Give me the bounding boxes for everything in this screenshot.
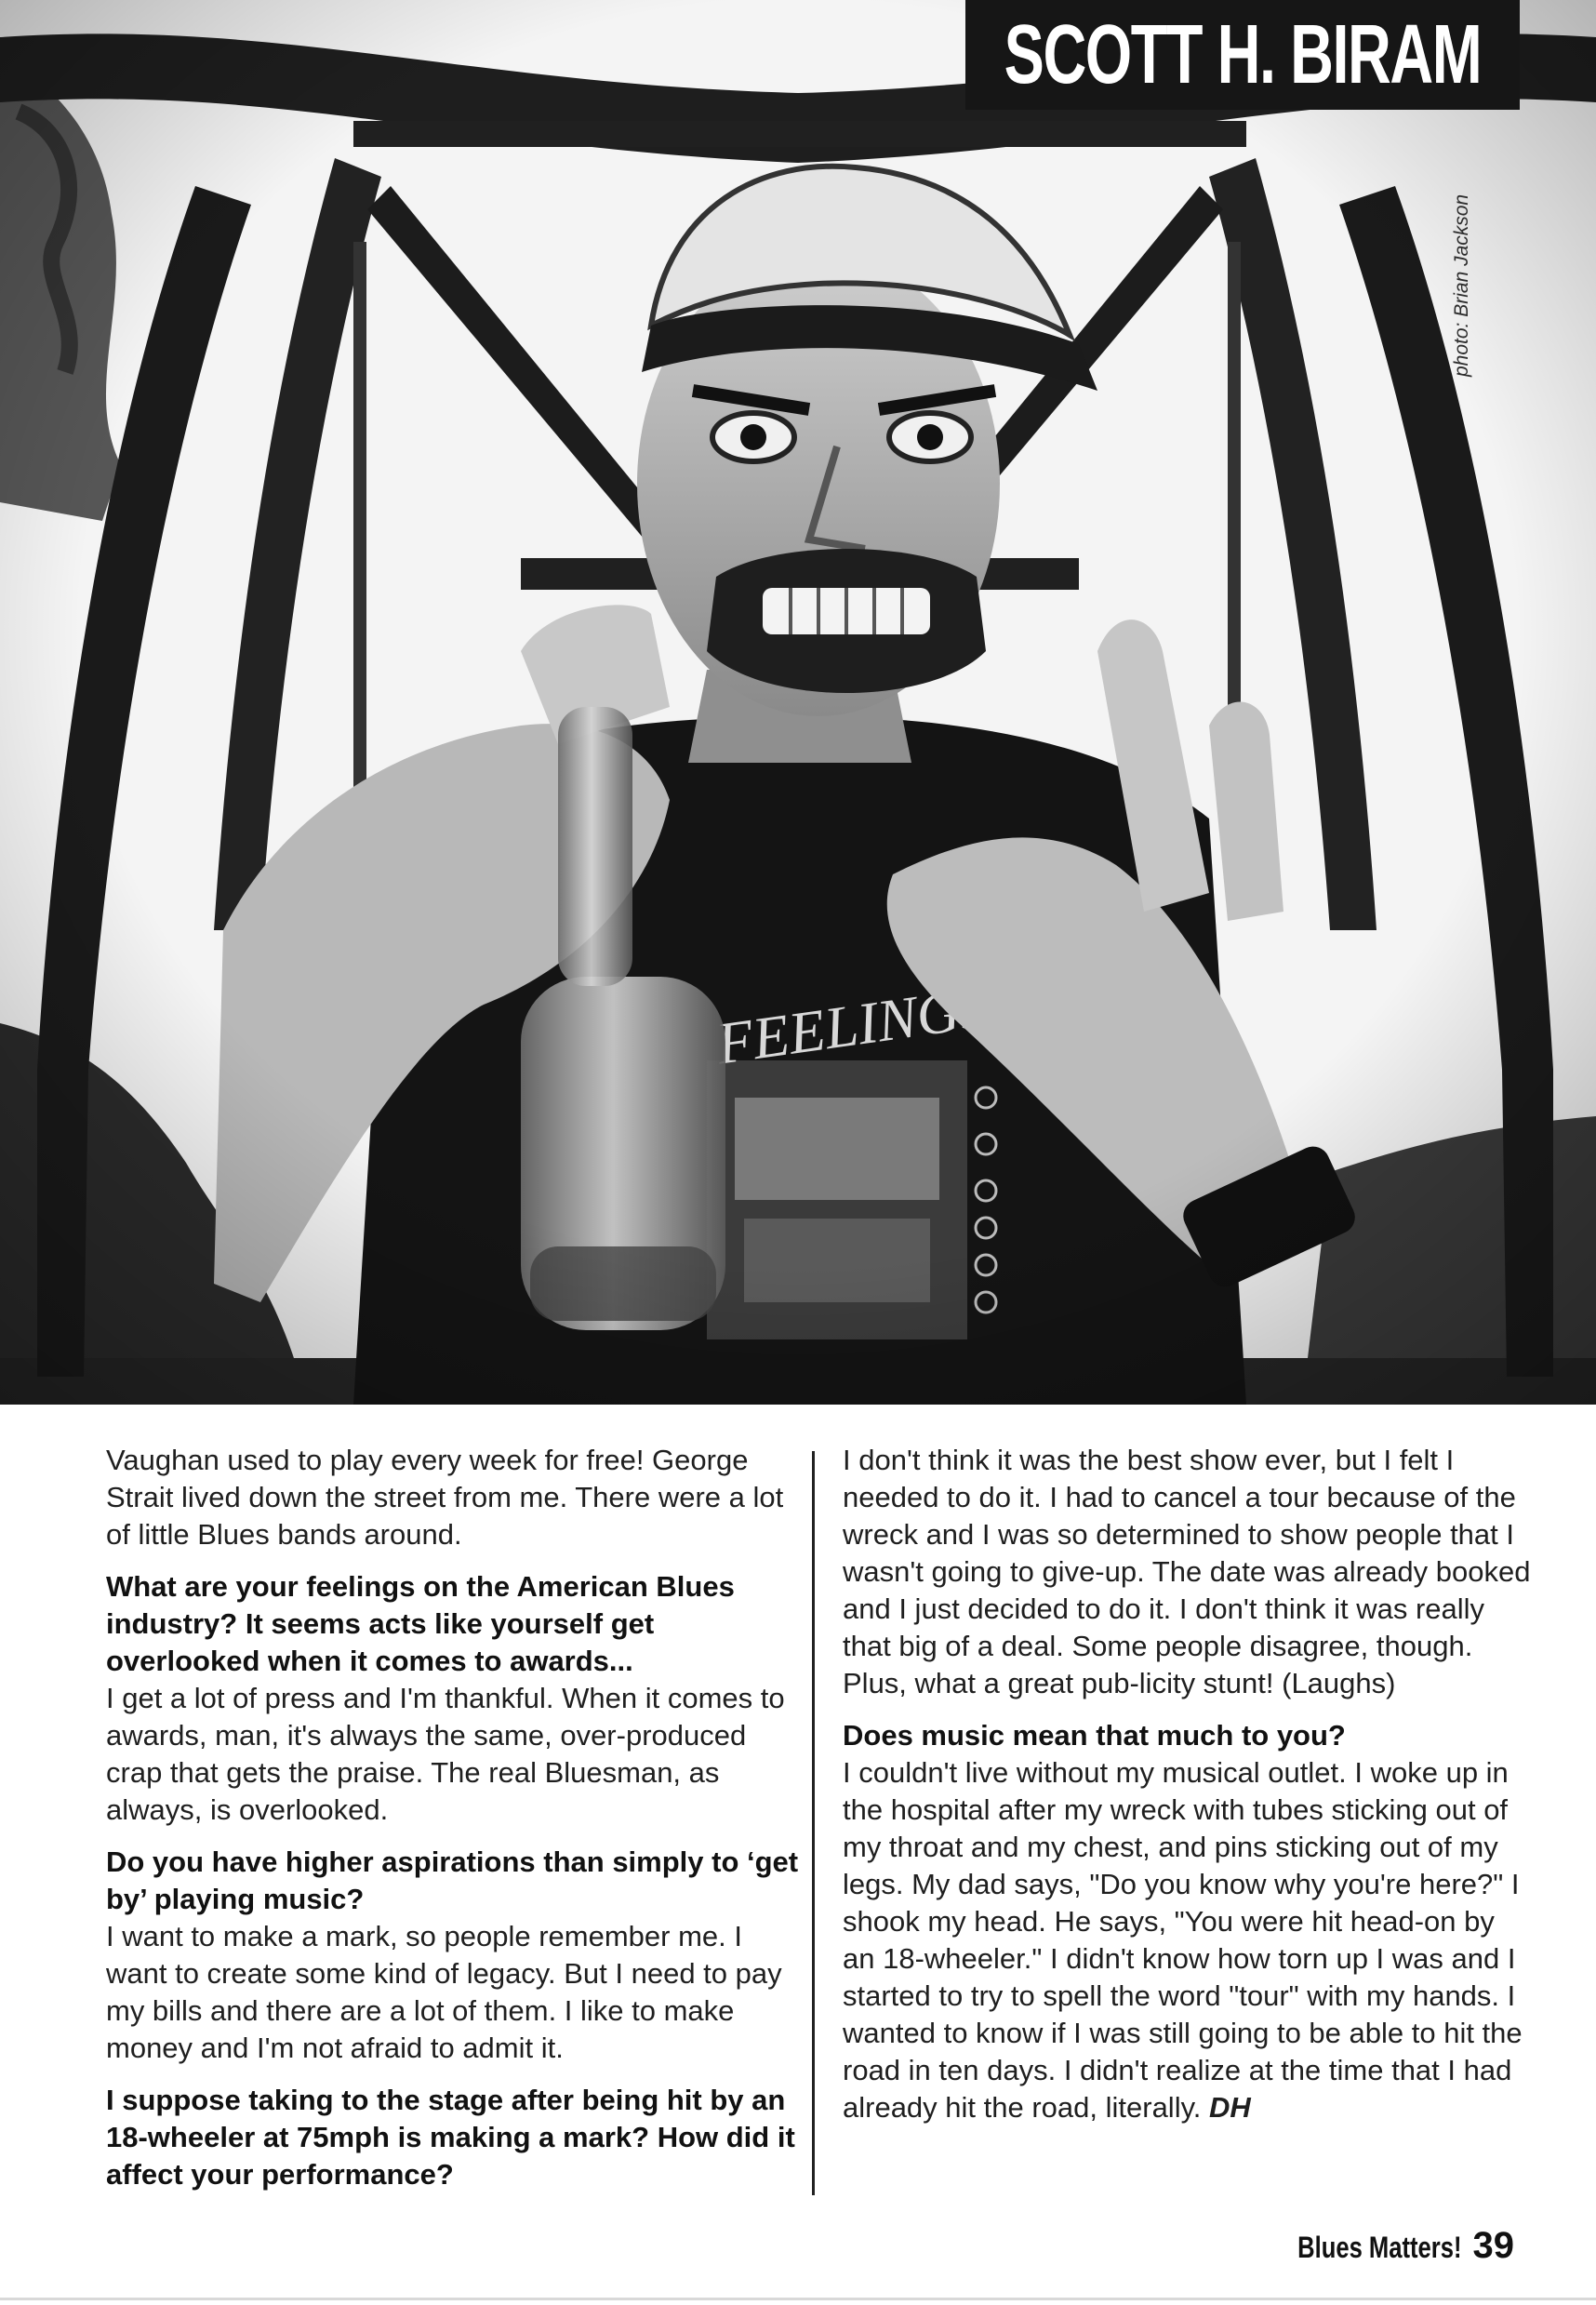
qa-block [843,1442,1531,1702]
answer-text: Vaughan used to play every week for free! George Strait lived down the street from me. There were a lot of little Blues bands around. [106,1444,784,1551]
photo-credit: photo: Brian Jackson [1451,193,1472,377]
magazine-name: Blues Matters! [1297,2231,1462,2264]
question-text: Do you have higher aspirations than simply to ‘get by’ playing music? [106,1845,799,1915]
qa-block [843,1717,1531,2126]
page-number: 39 [1472,2225,1514,2266]
question-text: What are your feelings on the American Blues industry? It seems acts like yourself get overlooked when it comes to awards... [106,1570,735,1677]
paragraph [106,1442,800,1553]
column-divider [812,1451,815,2195]
article-title: SCOTT H. BIRAM [1004,8,1482,101]
page-edge-line [0,2298,1596,2300]
author-signature: DH [1209,2091,1251,2124]
qa-block [106,1568,800,1829]
question-text: Does music mean that much to you? [843,1719,1346,1752]
answer-text: I couldn't live without my musical outlet. I woke up in the hospital after my wreck with tubes sticking out of my throat and my chest, and pins sticking out of my legs. My dad says, "Do you know why you're here?" I shook my head. He says, "You were hit head-on by an 18-wheeler." I didn't know how torn up I was and I started to try to spell the word "tour" with my hands. I wanted to know if I was still going to be able to hit the road in ten days. I didn't realize at the time that I had already hit the road, literally. [843,1756,1523,2124]
right-text-column [843,1442,1531,2141]
answer-text: I get a lot of press and I'm thankful. When it comes to awards, man, it's always the same, over-produced crap that gets the praise. The real Bluesman, as always, is overlooked. [106,1682,785,1826]
answer-with-signature [843,1754,1531,2126]
qa-block [106,2082,800,2193]
article-title-box [965,0,1520,110]
answer-text: I don't think it was the best show ever, but I felt I needed to do it. I had to cancel a tour because of the wreck and I was so determined to show people that I wasn't going to give-up. The date was already booked and I just decided to do it. I don't think it was really that big of a deal. Some people disagree, though. Plus, what a great pub-licity stunt! (Laughs) [843,1444,1531,1699]
question-text: I suppose taking to the stage after being hit by an 18-wheeler at 75mph is making a mark? How did it affect your performance? [106,2084,795,2191]
left-text-column [106,1442,800,2208]
answer-text: I want to make a mark, so people remember me. I want to create some kind of legacy. But I need to pay my bills and there are a lot of them. I like to make money and I'm not afraid to admit it. [106,1920,782,2064]
page-footer [1257,2225,1514,2267]
qa-block [106,1844,800,2067]
